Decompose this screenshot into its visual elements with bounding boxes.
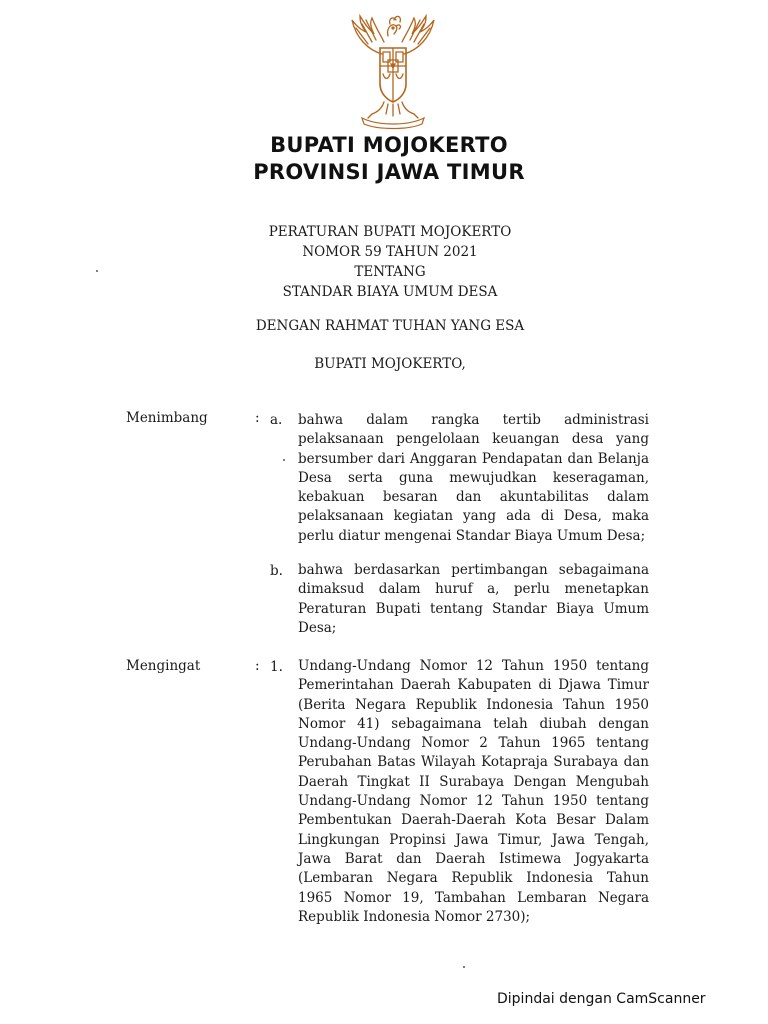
mengingat-item-1-marker: 1. — [270, 659, 283, 675]
scan-speck — [463, 966, 465, 968]
mengingat-item-1-text: Undang-Undang Nomor 12 Tahun 1950 tentang Pemerintahan Daerah Kabupaten di Djawa Timur (Berita Negara Republik Indonesia Tahun 1950 Nomor 41) sebagaimana telah diubah dengan Undang-Undang Nomor 2 Tahun 1965 tentang Perubahan Batas Wilayah Kotapraja Surabaya dan Daerah Tingkat II Surabaya Dengan Mengubah Undang-Undang Nomor 12 Tahun 1950 tentang Pembentukan Daerah-Daerah Kota Besar Dalam Lingkungan Propinsi Jawa Timur, Jawa Tengah, Jawa Barat dan Daerah Istimewa Jogyakarta (Lembaran Negara Republik Indonesia Tahun 1965 Nomor 19, Tambahan Lembaran Negara Republik Indonesia Nomor 2730); — [298, 658, 649, 925]
menimbang-label: Menimbang — [126, 410, 208, 426]
menimbang-item-a-text: bahwa dalam rangka tertib administrasi pelaksanaan pengelolaan keuangan desa yang bersumber dari Anggaran Pendapatan dan Belanja Desa serta guna mewujudkan keseragaman, kebakuan besaran dan akuntabilitas dalam pelaksanaan kegiatan yang ada di Desa, maka perlu diatur mengenai Standar Biaya Umum Desa; — [298, 412, 649, 544]
scanner-watermark: Dipindai dengan CamScanner — [497, 991, 706, 1007]
invocation: DENGAN RAHMAT TUHAN YANG ESA — [255, 318, 525, 334]
regulation-title: PERATURAN BUPATI MOJOKERTO — [268, 224, 512, 240]
menimbang-item-b-text: bahwa berdasarkan pertimbangan sebagaimana dimaksud dalam huruf a, perlu menetapkan Peraturan Bupati tentang Standar Biaya Umum Desa; — [298, 562, 649, 636]
menimbang-colon: : — [255, 410, 260, 426]
authority-line: BUPATI MOJOKERTO, — [314, 356, 466, 372]
menimbang-item-a-marker: a. — [270, 412, 283, 428]
garuda-emblem-icon — [338, 14, 446, 130]
regulation-number: NOMOR 59 TAHUN 2021 — [302, 244, 478, 260]
menimbang-item-b-marker: b. — [270, 563, 283, 579]
scan-speck — [283, 459, 285, 461]
mengingat-label: Mengingat — [126, 658, 201, 674]
letterhead-line-1: BUPATI MOJOKERTO — [270, 133, 508, 157]
regulation-subject: STANDAR BIAYA UMUM DESA — [282, 284, 498, 300]
mengingat-colon: : — [255, 658, 260, 674]
scan-speck — [96, 270, 98, 272]
regulation-about: TENTANG — [354, 264, 426, 280]
letterhead-line-2: PROVINSI JAWA TIMUR — [253, 160, 525, 184]
